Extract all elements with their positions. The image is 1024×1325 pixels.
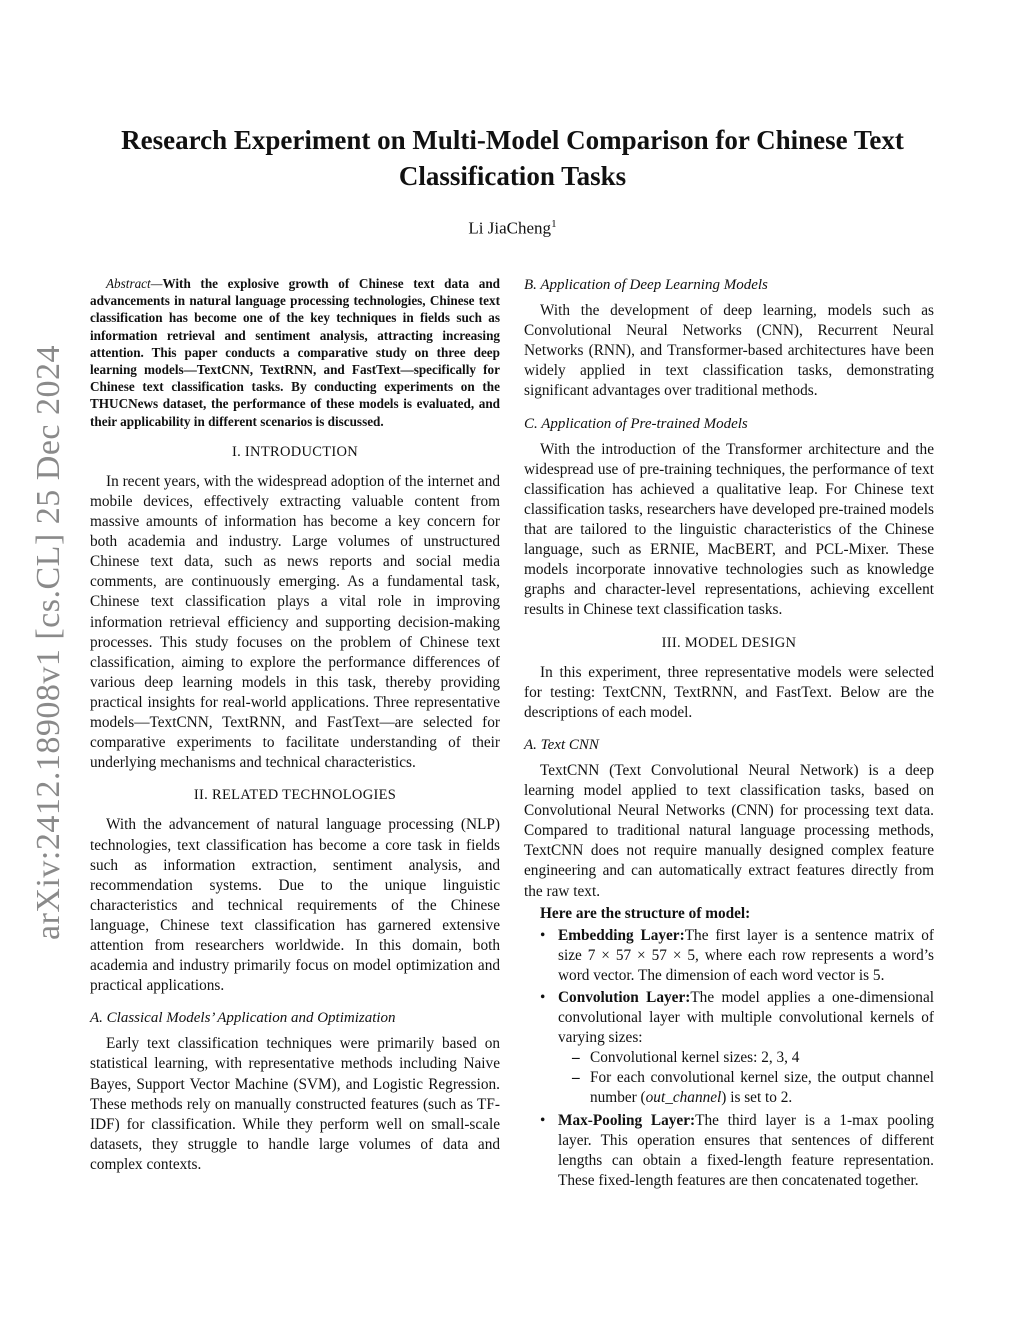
sublist-item-text: For each convolutional kernel size, the output channel number (	[590, 1069, 934, 1107]
subsection-heading-deep-learning: B. Application of Deep Learning Models	[524, 277, 768, 293]
section-heading-related-technologies: II. RELATED TECHNOLOGIES	[193, 787, 397, 804]
model-design-paragraph: In this experiment, three representative models were selected for testing: TextCNN, TextRNN, and FastText. Below are the descriptions of each model.	[524, 663, 934, 721]
structure-list	[524, 926, 934, 1191]
list-item	[558, 988, 934, 1109]
paper-title: Research Experiment on Multi-Model Comparison for Chinese Text Classification Tasks	[121, 125, 904, 191]
classical-models-paragraph: Early text classification techniques were primarily based on statistical learning, with representative methods including Naive Bayes, Support Vector Machine (SVM), and Logistic Regression. These methods rely on manually constructed features (such as TF-IDF) for classification. While they perform well on small-scale datasets, they struggle to handle large volumes of data and complex contexts.	[90, 1035, 500, 1173]
section-heading-introduction: I. INTRODUCTION	[231, 443, 359, 460]
introduction-paragraph: In recent years, with the widespread adoption of the internet and mobile devices, effectively extracting valuable content from massive amounts of information has become a key concern for both academia and industry. Large volumes of unstructured Chinese text data, such as news reports and social media comments, are continuously emerging. As a fundamental task, Chinese text classification plays a vital role in improving information retrieval efficiency and supporting decision-making processes. This study focuses on the problem of Chinese text classification, aiming to explore the performance differences of various deep learning models in this task, thereby providing practical insights for real-world applications. Three representative models—TextCNN, TextRNN, and FastText—are selected for comparative experiments to facilitate understanding of their underlying mechanisms and technical characteristics.	[90, 472, 500, 772]
list-item	[558, 1111, 934, 1191]
related-technologies-paragraph: With the advancement of natural language processing (NLP) technologies, text classification has become a core task in fields such as information extraction, sentiment analysis, and recommendation systems. Due to the unique linguistic characteristics and technical requirements of the Chinese language, Chinese text classification has garnered extensive attention from researchers worldwide. In this domain, both academia and industry primarily focus on model optimization and practical applications.	[90, 816, 500, 995]
sublist-item	[590, 1068, 934, 1108]
author-name: Li JiaCheng	[468, 218, 552, 238]
deep-learning-paragraph: With the development of deep learning, models such as Convolutional Neural Networks (CNN), Recurrent Neural Networks (RNN), and Transformer-based architectures have been widely applied in text classification tasks, demonstrating significant advantages over traditional methods.	[524, 302, 934, 400]
subsection-heading-classical-models: A. Classical Models’ Application and Optimization	[90, 1010, 396, 1027]
author-affiliation-mark: 1	[551, 218, 557, 230]
left-column	[90, 275, 500, 1175]
list-item-label: Convolution Layer:	[558, 989, 691, 1006]
list-item-text: The third layer is a 1-max pooling layer. This operation ensures that sentences of different lengths can obtain a fixed-length feature representation. These fixed-length features are then concatenated together.	[558, 1111, 934, 1189]
text-cnn-paragraph: TextCNN (Text Convolutional Neural Network) is a deep learning model applied to text classification tasks, based on Convolutional Neural Networks (CNN) for processing text data. Compared to traditional natural language processing methods, TextCNN does not require manually designed complex feature engineering and can automatically extract features directly from the raw text.	[524, 761, 934, 900]
sublist-item-text: ) is set to 2.	[721, 1089, 793, 1107]
sublist-item: – Convolutional kernel sizes: 2, 3, 4	[590, 1048, 934, 1068]
author-line	[90, 218, 935, 239]
list-item-text: The first layer is a sentence matrix of size 7 × 57 × 57 × 5, where each row represents a word’s word vector. The dimension of each word vector is 5.	[558, 926, 934, 984]
list-item	[558, 926, 934, 986]
subsection-heading-text-cnn: A. Text CNN	[524, 736, 599, 753]
pretrained-models-paragraph: With the introduction of the Transformer architecture and the widespread use of pre-training techniques, the performance of text classification has achieved a qualitative leap. For Chinese text classification tasks, researchers have developed pre-trained models that are tailored to the linguistic characteristics of the Chinese language, such as ERNIE, MacBERT, and PCL-Mixer. These models incorporate innovative technologies such as knowledge graphs and character-level representations, achieving excellent results in Chinese text classification tasks.	[524, 440, 934, 619]
arxiv-identifier-stamp: arXiv:2412.18908v1 [cs.CL] 25 Dec 2024	[30, 344, 67, 940]
abstract-label: Abstract	[106, 276, 151, 291]
list-item-text: The model applies a one-dimensional convolutional layer with multiple convolutional kernels of varying sizes:	[558, 989, 934, 1047]
structure-heading: Here are the structure of model:	[540, 904, 751, 922]
section-heading-model-design: III. MODEL DESIGN	[661, 634, 797, 651]
right-column	[524, 275, 934, 1193]
convolution-sublist	[558, 1048, 934, 1108]
list-item-label: Embedding Layer:	[558, 926, 685, 944]
abstract-dash: —	[150, 276, 163, 291]
list-item-label: Max-Pooling Layer:	[558, 1111, 696, 1129]
abstract	[90, 275, 500, 430]
abstract-text: With the explosive growth of Chinese text data and advancements in natural language processing technologies, Chinese text classification has become one of the key techniques in fields such as information retrieval and sentiment analysis, attracting increasing attention. This paper conducts a comparative study on three deep learning models—TextCNN, TextRNN, and FastText—specifically for Chinese text classification tasks. By conducting experiments on the THUCNews dataset, the performance of these models is evaluated, and their applicability in different scenarios is discussed.	[90, 276, 500, 429]
out-channel-variable: out_channel	[645, 1089, 722, 1107]
subsection-heading-pretrained-models: C. Application of Pre-trained Models	[524, 415, 748, 432]
